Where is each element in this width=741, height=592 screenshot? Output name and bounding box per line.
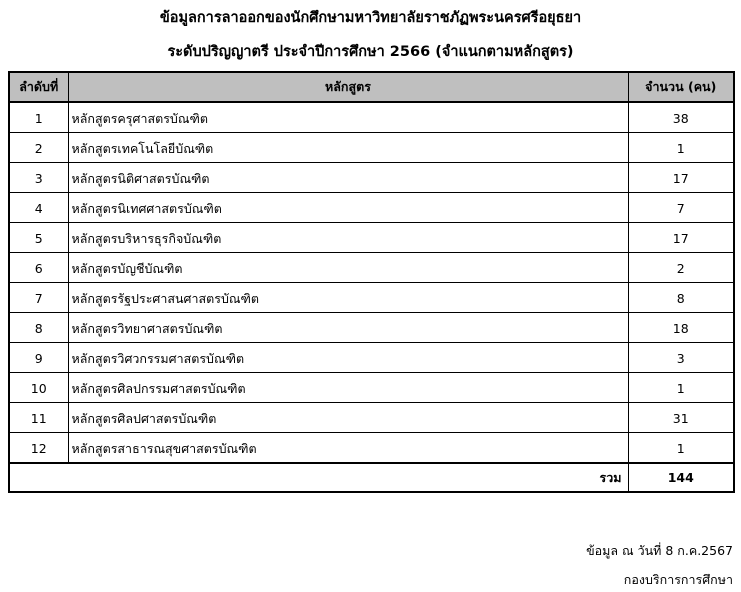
table-row: [9, 102, 734, 133]
row-program: หลักสูตรครุศาสตรบัณฑิต: [68, 102, 628, 133]
row-no: 8: [9, 313, 68, 343]
row-count: 7: [628, 193, 734, 223]
row-program: หลักสูตรนิติศาสตรบัณฑิต: [68, 163, 628, 193]
table-row: [9, 163, 734, 193]
table-row: [9, 253, 734, 283]
header-no: ลำดับที่: [9, 72, 68, 102]
row-count: 17: [628, 223, 734, 253]
table-total-row: [9, 463, 734, 492]
total-value: 144: [628, 463, 734, 492]
table-row: [9, 223, 734, 253]
row-program: หลักสูตรนิเทศศาสตรบัณฑิต: [68, 193, 628, 223]
row-count: 1: [628, 133, 734, 163]
row-count: 17: [628, 163, 734, 193]
row-no: 1: [9, 102, 68, 133]
row-no: 4: [9, 193, 68, 223]
row-no: 12: [9, 433, 68, 464]
table-header-row: [9, 72, 734, 102]
row-program: หลักสูตรวิศวกรรมศาสตรบัณฑิต: [68, 343, 628, 373]
row-no: 9: [9, 343, 68, 373]
row-no: 5: [9, 223, 68, 253]
row-count: 38: [628, 102, 734, 133]
total-label: รวม: [9, 463, 628, 492]
row-count: 1: [628, 433, 734, 464]
table-row: [9, 403, 734, 433]
row-program: หลักสูตรรัฐประศาสนศาสตรบัณฑิต: [68, 283, 628, 313]
table-row: [9, 373, 734, 403]
row-count: 2: [628, 253, 734, 283]
header-program: หลักสูตร: [68, 72, 628, 102]
data-date-note: ข้อมูล ณ วันที่ 8 ก.ค.2567: [586, 543, 733, 558]
row-count: 18: [628, 313, 734, 343]
row-count: 3: [628, 343, 734, 373]
table-row: [9, 343, 734, 373]
row-program: หลักสูตรศิลปศาสตรบัณฑิต: [68, 403, 628, 433]
department-name: กองบริการการศึกษา: [623, 572, 733, 587]
row-program: หลักสูตรศิลปกรรมศาสตรบัณฑิต: [68, 373, 628, 403]
row-no: 2: [9, 133, 68, 163]
row-program: หลักสูตรบัญชีบัณฑิต: [68, 253, 628, 283]
row-no: 11: [9, 403, 68, 433]
row-no: 10: [9, 373, 68, 403]
row-no: 3: [9, 163, 68, 193]
table-row: [9, 433, 734, 464]
row-count: 8: [628, 283, 734, 313]
table-row: [9, 313, 734, 343]
table-row: [9, 283, 734, 313]
table-row: [9, 193, 734, 223]
report-subtitle: ระดับปริญญาตรี ประจำปีการศึกษา 2566 (จำแนกตามหลักสูตร): [167, 44, 574, 60]
report-title: ข้อมูลการลาออกของนักศึกษามหาวิทยาลัยราชภัฏพระนครศรีอยุธยา: [159, 10, 582, 26]
row-program: หลักสูตรเทคโนโลยีบัณฑิต: [68, 133, 628, 163]
header-count: จำนวน (คน): [628, 72, 734, 102]
row-count: 31: [628, 403, 734, 433]
withdrawal-table: [8, 71, 735, 493]
row-program: หลักสูตรบริหารธุรกิจบัณฑิต: [68, 223, 628, 253]
row-count: 1: [628, 373, 734, 403]
row-program: หลักสูตรสาธารณสุขศาสตรบัณฑิต: [68, 433, 628, 464]
table-row: [9, 133, 734, 163]
row-no: 7: [9, 283, 68, 313]
row-program: หลักสูตรวิทยาศาสตรบัณฑิต: [68, 313, 628, 343]
row-no: 6: [9, 253, 68, 283]
